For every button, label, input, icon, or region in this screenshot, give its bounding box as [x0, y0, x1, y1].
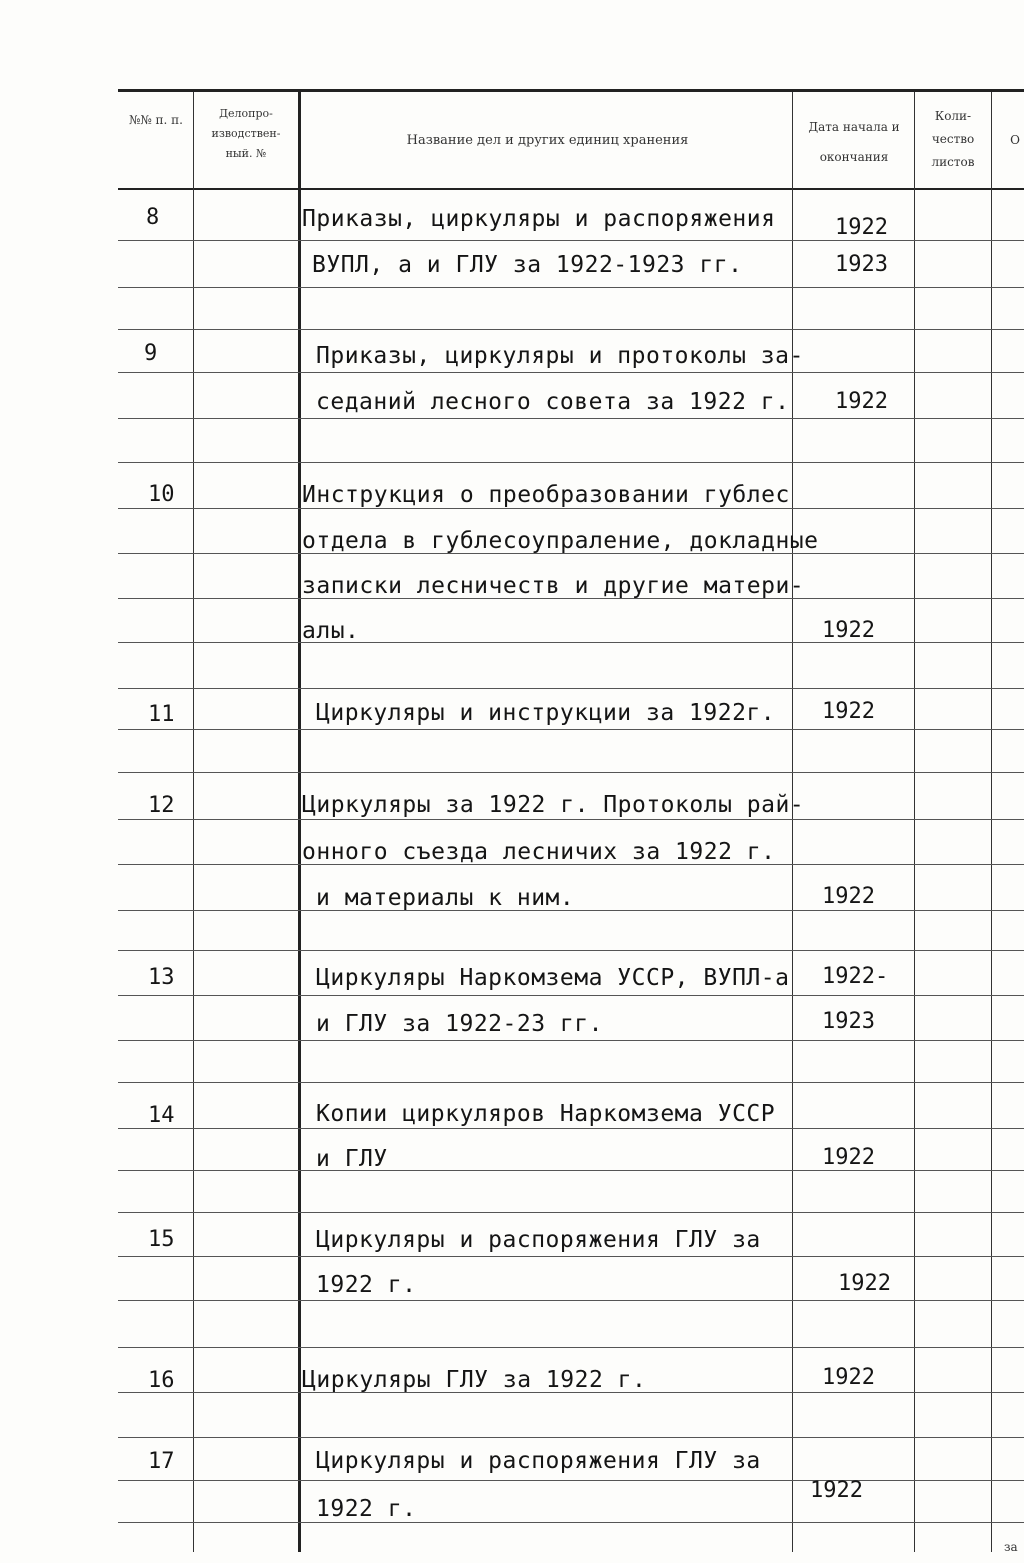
col-divider-3 [792, 92, 793, 1552]
ruled-line [118, 819, 1024, 820]
row-title-line: Циркуляры и распоряжения ГЛУ за [316, 1448, 761, 1474]
ruled-line [118, 329, 1024, 330]
row-number: 11 [148, 702, 175, 727]
ruled-line [118, 729, 1024, 730]
footer-fragment: за [1004, 1540, 1018, 1554]
ruled-line [118, 1040, 1024, 1041]
row-number: 8 [146, 205, 160, 230]
row-title-line: седаний лесного совета за 1922 г. [316, 389, 790, 415]
ruled-line [118, 1480, 1024, 1481]
ruled-line [118, 642, 1024, 643]
row-title-line: Приказы, циркуляры и протоколы за- [316, 343, 804, 369]
row-date: 1923 [822, 1009, 875, 1034]
ruled-line [118, 1256, 1024, 1257]
header-title: Название дел и других единиц хранения [406, 133, 689, 148]
ruled-line [118, 688, 1024, 689]
row-title-line: ВУПЛ, а и ГЛУ за 1922-1923 гг. [312, 252, 743, 278]
header-dates: Дата начала и окончания [808, 120, 900, 164]
header-rule [118, 188, 1024, 190]
row-number: 13 [148, 965, 175, 990]
header-num: №№ п. п. [129, 113, 183, 127]
header-office-num: Делопро- изводствен- ный. № [211, 107, 281, 160]
row-date: 1922 [822, 1365, 875, 1390]
ruled-line [118, 462, 1024, 463]
row-title-line: Циркуляры ГЛУ за 1922 г. [302, 1367, 647, 1393]
row-date: 1922 [835, 389, 888, 414]
row-title-line: Циркуляры Наркомзема УССР, ВУПЛ-а [316, 965, 790, 991]
header-notes: О [1010, 133, 1020, 147]
row-date: 1922- [822, 964, 889, 989]
ruled-line [118, 772, 1024, 773]
row-date: 1922 [838, 1271, 891, 1296]
ruled-line [118, 1347, 1024, 1348]
row-date: 1922 [822, 1145, 875, 1170]
header-sheets: Коли- чество листов [931, 109, 975, 169]
ruled-line [118, 1170, 1024, 1171]
col-divider-5 [991, 92, 992, 1552]
row-title-line: Инструкция о преобразовании гублес [302, 482, 790, 508]
row-date: 1922 [835, 215, 888, 240]
ruled-line [118, 995, 1024, 996]
row-number: 14 [148, 1103, 175, 1128]
row-title-line: Циркуляры за 1922 г. Протоколы рай- [302, 792, 805, 818]
row-number: 10 [148, 482, 175, 507]
row-title-line: и ГЛУ за 1922-23 гг. [316, 1011, 603, 1037]
ruled-line [118, 287, 1024, 288]
row-title-line: отдела в гублесоупраление, докладные [302, 528, 819, 554]
row-title-line: Циркуляры и инструкции за 1922г. [316, 700, 776, 726]
row-title-line: записки лесничеств и другие матери- [302, 573, 805, 599]
ruled-line [118, 1300, 1024, 1301]
row-date: 1922 [822, 699, 875, 724]
row-number: 17 [148, 1449, 175, 1474]
row-date: 1922 [822, 618, 875, 643]
ruled-line [118, 1128, 1024, 1129]
row-number: 12 [148, 793, 175, 818]
row-title-line: алы. [302, 618, 360, 644]
row-title-line: и ГЛУ [316, 1146, 388, 1172]
row-title-line: 1922 г. [316, 1272, 417, 1298]
row-title-line: Циркуляры и распоряжения ГЛУ за [316, 1227, 761, 1253]
row-title-line: онного съезда лесничих за 1922 г. [302, 839, 776, 865]
row-number: 16 [148, 1368, 175, 1393]
row-title-line: Приказы, циркуляры и распоряжения [302, 206, 776, 232]
col-divider-1 [193, 92, 194, 1552]
row-number: 9 [144, 341, 158, 366]
ruled-line [118, 240, 1024, 241]
ruled-line [118, 950, 1024, 951]
row-title-line: Копии циркуляров Наркомзема УССР [316, 1101, 776, 1127]
ruled-line [118, 1212, 1024, 1213]
top-rule [118, 89, 1024, 92]
ruled-line [118, 1522, 1024, 1523]
row-date: 1922 [822, 884, 875, 909]
ruled-line [118, 372, 1024, 373]
ruled-line [118, 1082, 1024, 1083]
ruled-line [118, 1437, 1024, 1438]
ruled-line [118, 418, 1024, 419]
row-title-line: и материалы к ним. [316, 885, 575, 911]
ruled-line [118, 508, 1024, 509]
col-divider-2 [298, 92, 301, 1552]
row-title-line: 1922 г. [316, 1496, 417, 1522]
row-date: 1923 [835, 252, 888, 277]
row-number: 15 [148, 1227, 175, 1252]
col-divider-4 [914, 92, 915, 1552]
row-date: 1922 [810, 1478, 863, 1503]
